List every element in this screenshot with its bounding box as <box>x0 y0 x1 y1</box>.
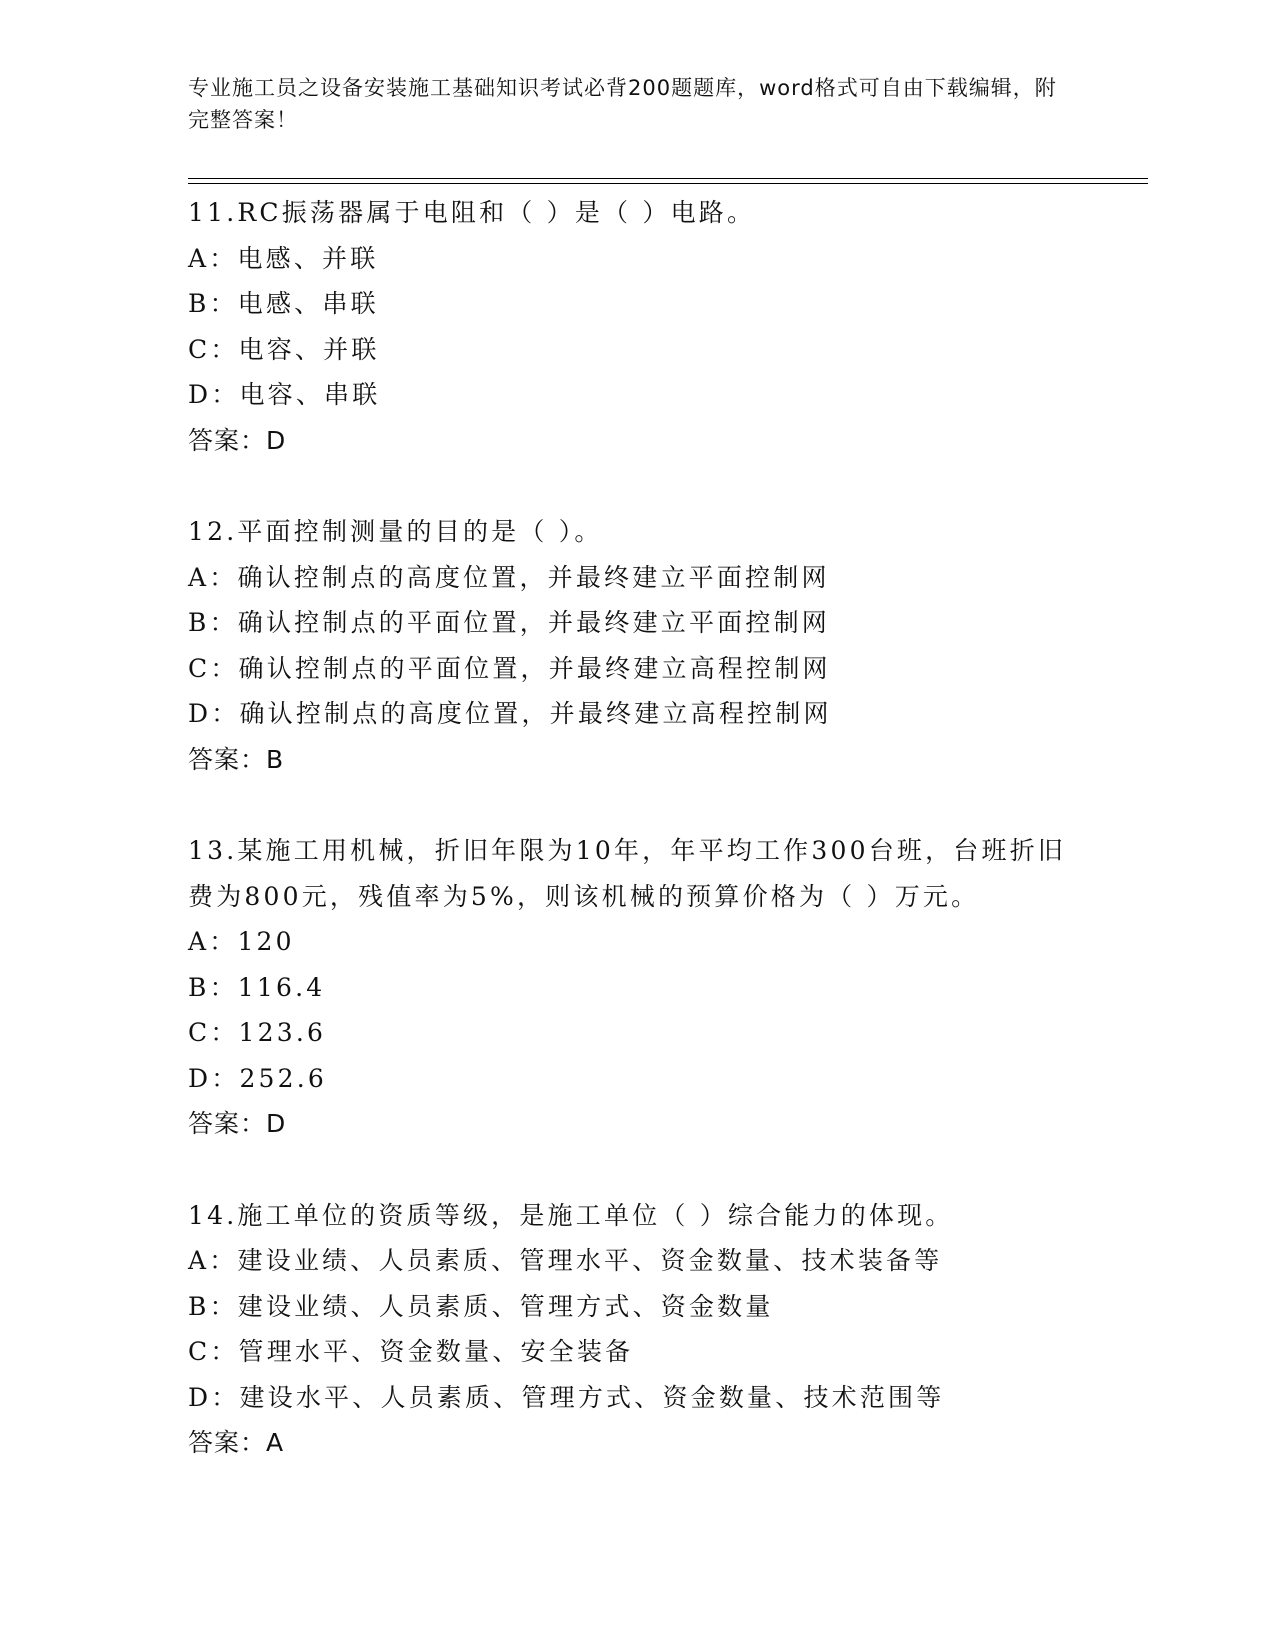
option-a: A：确认控制点的高度位置，并最终建立平面控制网 <box>188 562 830 592</box>
option-d: D：电容、串联 <box>188 380 381 409</box>
question-14 <box>188 1193 1148 1466</box>
option-b: B：建设业绩、人员素质、管理方式、资金数量 <box>188 1291 774 1321</box>
option-d: D：252.6 <box>188 1063 328 1093</box>
question-stem: 11.RC振荡器属于电阻和（ ）是（ ）电路。 <box>188 198 756 227</box>
option-c: C：电容、并联 <box>188 334 380 364</box>
question-12 <box>188 509 1148 782</box>
header-divider-top <box>188 178 1148 179</box>
option-a: A：120 <box>188 927 295 956</box>
answer-line: 答案：B <box>188 744 285 774</box>
question-11 <box>188 190 1148 463</box>
document-header: 专业施工员之设备安装施工基础知识考试必背200题题库，word格式可自由下载编辑，附完整答案！ <box>188 76 1057 132</box>
option-b: B：电感、串联 <box>188 289 379 318</box>
option-c: C：确认控制点的平面位置，并最终建立高程控制网 <box>188 653 831 683</box>
question-13 <box>188 828 1148 1147</box>
option-b: B：确认控制点的平面位置，并最终建立平面控制网 <box>188 608 830 637</box>
answer-line: 答案：D <box>188 425 287 455</box>
option-d: D：确认控制点的高度位置，并最终建立高程控制网 <box>188 699 832 728</box>
option-b: B：116.4 <box>188 972 326 1002</box>
answer-line: 答案：A <box>188 1428 285 1457</box>
header-divider-bottom <box>188 183 1148 184</box>
option-c: C：管理水平、资金数量、安全装备 <box>188 1337 634 1366</box>
question-stem: 13.某施工用机械，折旧年限为10年，年平均工作300台班，台班折旧费为800元，残值率为5%，则该机械的预算价格为（ ）万元。 <box>188 836 1067 911</box>
question-list <box>188 190 1148 1466</box>
option-a: A：电感、并联 <box>188 243 379 273</box>
answer-line: 答案：D <box>188 1109 287 1138</box>
option-c: C：123.6 <box>188 1018 327 1047</box>
question-stem: 12.平面控制测量的目的是（ ）。 <box>188 517 603 546</box>
option-a: A：建设业绩、人员素质、管理水平、资金数量、技术装备等 <box>188 1246 943 1275</box>
question-stem: 14.施工单位的资质等级，是施工单位（ ）综合能力的体现。 <box>188 1200 954 1230</box>
option-d: D：建设水平、人员素质、管理方式、资金数量、技术范围等 <box>188 1382 945 1412</box>
